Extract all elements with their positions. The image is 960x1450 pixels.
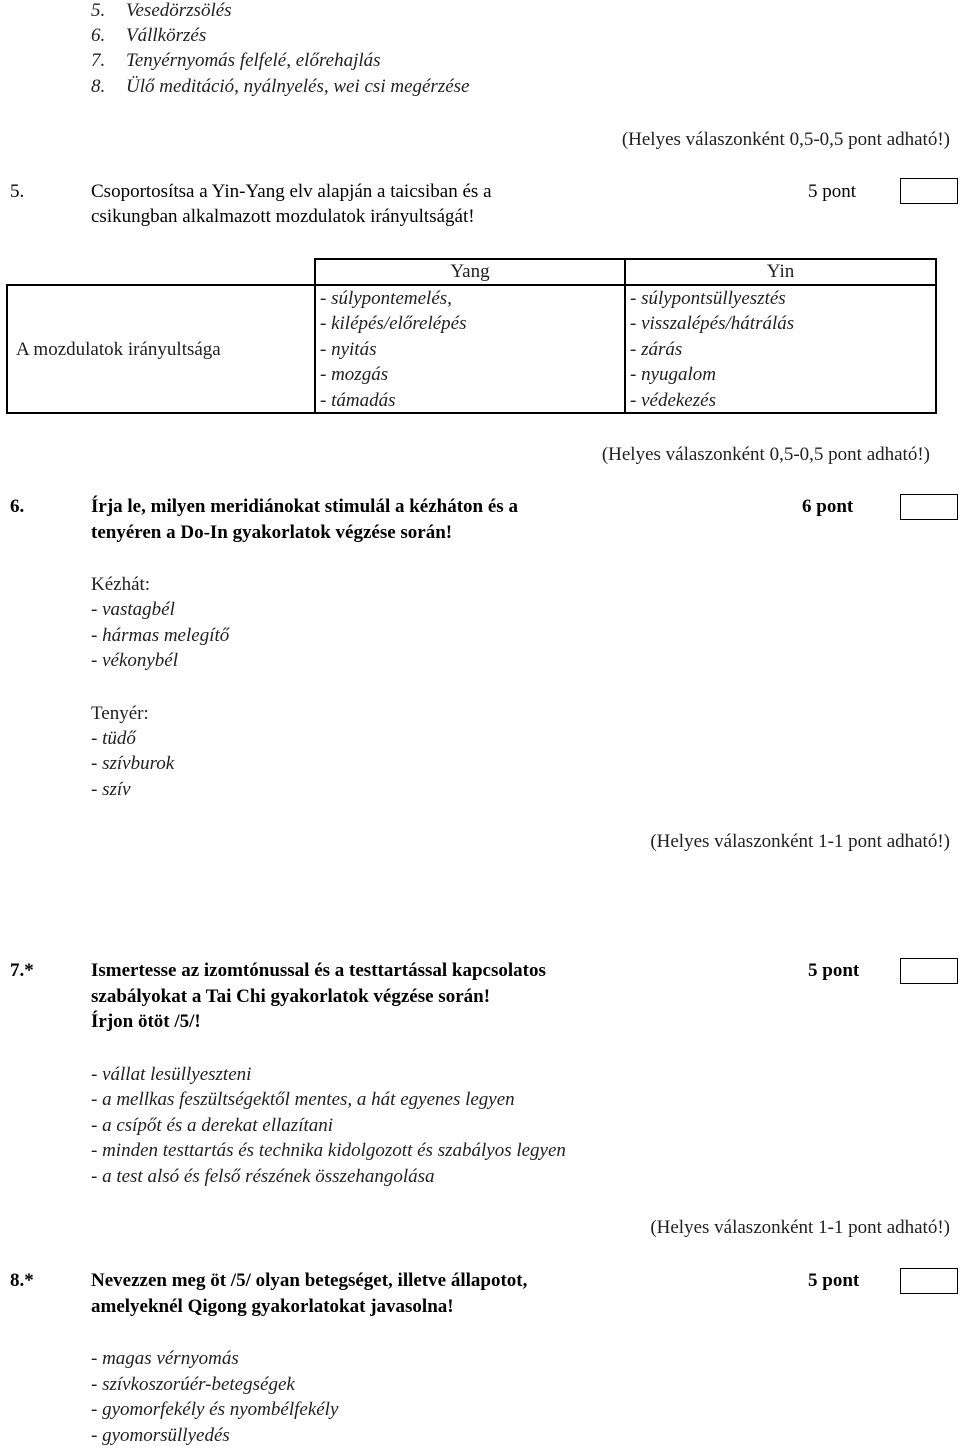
question-text: Írja le, milyen meridiánokat stimulál a kézháton és a xyxy=(91,496,518,517)
yin-item: - zárás xyxy=(630,339,683,360)
yin-item: - nyugalom xyxy=(630,364,717,385)
answer-item: - vállat lesüllyeszteni xyxy=(91,1064,252,1085)
question-text: Nevezzen meg öt /5/ olyan betegséget, illetve állapotot, xyxy=(91,1270,528,1291)
table-border-left xyxy=(6,284,8,414)
points-label: 5 pont xyxy=(808,960,860,981)
answer-heading: Tenyér: xyxy=(91,703,149,724)
score-box[interactable] xyxy=(900,178,958,204)
answer-heading: Kézhát: xyxy=(91,574,151,595)
list-item: Vállkörzés xyxy=(126,25,207,46)
question-text: csikungban alkalmazott mozdulatok irányultságát! xyxy=(91,206,475,227)
answer-item: - tüdő xyxy=(91,728,136,749)
answer-item: - a test alsó és felső részének összehangolása xyxy=(91,1166,435,1187)
table-border-bottom xyxy=(6,412,937,414)
yin-yang-table xyxy=(6,258,937,414)
question-number: 5. xyxy=(10,181,25,202)
question-text: Ismertesse az izomtónussal és a testtartással kapcsolatos xyxy=(91,960,546,981)
question-text: Csoportosítsa a Yin-Yang elv alapján a taicsiban és a xyxy=(91,181,492,202)
question-text: Írjon ötöt /5/! xyxy=(91,1011,201,1032)
answer-item: - vékonybél xyxy=(91,650,179,671)
yang-item: - kilépés/előrelépés xyxy=(320,313,467,334)
yang-item: - támadás xyxy=(320,390,396,411)
answer-item: - szív xyxy=(91,779,131,800)
table-border-right xyxy=(935,258,937,414)
scoring-note: (Helyes válaszonként 0,5-0,5 pont adható!) xyxy=(601,444,930,465)
yin-item: - visszalépés/hátrálás xyxy=(630,313,795,334)
yang-item: - súlypontemelés, xyxy=(320,288,452,309)
question-text: tenyéren a Do-In gyakorlatok végzése során! xyxy=(91,522,453,543)
scoring-note: (Helyes válaszonként 1-1 pont adható!) xyxy=(650,831,950,852)
list-item: Ülő meditáció, nyálnyelés, wei csi megérzése xyxy=(126,76,470,97)
score-box[interactable] xyxy=(900,494,958,520)
answer-item: - a mellkas feszültségektől mentes, a hát egyenes legyen xyxy=(91,1089,515,1110)
question-number: 8.* xyxy=(10,1270,34,1291)
points-label: 6 pont xyxy=(802,496,854,517)
yang-item: - mozgás xyxy=(320,364,389,385)
table-header-yin: Yin xyxy=(766,261,795,282)
answer-item: - szívburok xyxy=(91,753,175,774)
question-number: 6. xyxy=(10,496,25,517)
list-number: 7. xyxy=(91,50,106,71)
score-box[interactable] xyxy=(900,1268,958,1294)
question-number: 7.* xyxy=(10,960,34,981)
table-border-header xyxy=(6,284,937,286)
answer-item: - vastagbél xyxy=(91,599,175,620)
answer-item: - hármas melegítő xyxy=(91,625,230,646)
answer-item: - a csípőt és a derekat ellazítani xyxy=(91,1115,334,1136)
list-item: Vesedörzsölés xyxy=(126,0,232,21)
list-number: 5. xyxy=(91,0,106,21)
points-label: 5 pont xyxy=(808,1270,860,1291)
yin-item: - súlypontsüllyesztés xyxy=(630,288,786,309)
points-label: 5 pont xyxy=(808,181,857,202)
yin-item: - védekezés xyxy=(630,390,716,411)
table-row-label: A mozdulatok irányultsága xyxy=(16,339,221,360)
answer-item: - gyomorsüllyedés xyxy=(91,1425,230,1446)
yang-item: - nyitás xyxy=(320,339,377,360)
answer-item: - szívkoszorúér-betegségek xyxy=(91,1374,295,1395)
question-text: amelyeknél Qigong gyakorlatokat javasolna! xyxy=(91,1296,454,1317)
list-number: 8. xyxy=(91,76,106,97)
list-number: 6. xyxy=(91,25,106,46)
list-item: Tenyérnyomás felfelé, előrehajlás xyxy=(126,50,381,71)
score-box[interactable] xyxy=(900,958,958,984)
answer-item: - gyomorfekély és nyombélfekély xyxy=(91,1399,339,1420)
scoring-note: (Helyes válaszonként 0,5-0,5 pont adható!) xyxy=(621,129,950,150)
answer-item: - magas vérnyomás xyxy=(91,1348,239,1369)
scoring-note: (Helyes válaszonként 1-1 pont adható!) xyxy=(650,1217,950,1238)
table-header-yang: Yang xyxy=(450,261,490,282)
answer-item: - minden testtartás és technika kidolgozott és szabályos legyen xyxy=(91,1140,566,1161)
question-text: szabályokat a Tai Chi gyakorlatok végzése során! xyxy=(91,986,491,1007)
